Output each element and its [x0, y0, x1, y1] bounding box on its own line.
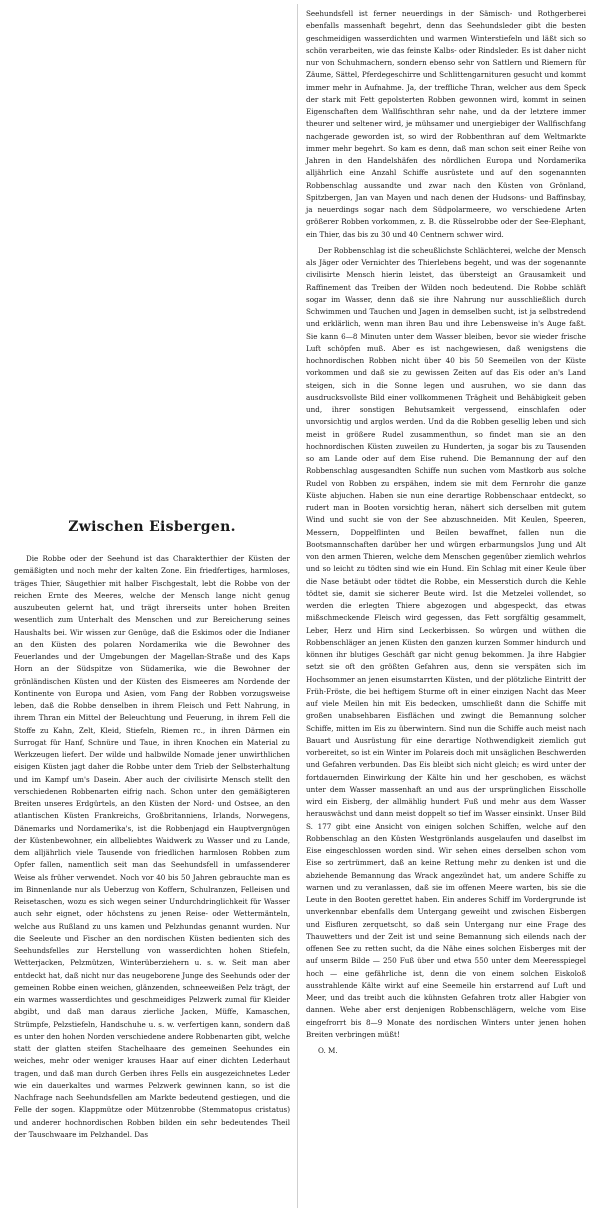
column-divider [297, 4, 298, 1208]
left-paragraph: Die Robbe oder der Seehund ist das Charakterthier der Küsten der gemäßigten und noch mehr der kalten Zone. Ein friedfertiges, harmloses, träges Thier, Säugethier mit halber Fischgestalt, lebt die Robbe von der reichen Ernte des Meeres, welche der Mensch lange nicht genug auszubeuten gelernt hat, und trägt ihrerseits unter hohen Breiten wesentlich zum Unterhalt des Menschen und zur Bereicherung seines Haushalts bei. Wir wissen zur Genüge, daß die Eskimos oder die Indianer an den Küsten des polaren Nordamerika wie die Bewohner des Feuerlandes und der Umgebungen der Magellan-Straße und des Kaps Horn an der Südspitze von Südamerika, wie die Bewohner der grönländischen Küsten und der Küsten des Eismeeres am Nordende der Kontinente von Europa und Asien, vom Fang der Robben vorzugsweise leben, daß die Robbe denselben in ihrem Fleisch und Fett Nahrung, in ihrem Thran ein Mittel der Beleuchtung und Feuerung, in ihrem Fell die Stoffe zu Kahn, Zelt, Kleid, Stiefeln, Riemen rc., in ihren Därmen ein Surrogat für Hanf, Schnüre und Taue, in ihren Knochen ein Material zu Werkzeugen liefert. Der wilde und halbwilde Nomade jener unwirthlichen eisigen Küsten jagt daher die Robbe unter dem Trieb der Selbsterhaltung und im Kampf um's Dasein. Aber auch der civilisirte Mensch stellt den verschiedenen Robbenarten eifrig nach. Schon unter den gemäßigteren Breiten unseres Erdgürtels, an den Küsten der Nord- und Ostsee, an den atlantischen Küsten Frankreichs, Großbritanniens, Irlands, Norwegens, Dänemarks und Nordamerika's, ist die Robbenjagd ein Hauptvergnügen der Küstenbewohner, ein allbeliebtes Waidwerk zu Wasser und zu Lande, dem alljährlich viele Tausende von friedlichen harmlosen Robben zum Opfer fallen, namentlich seit man das Seehundsfell in umfassenderer Weise als früher verwendet. Noch vor 40 bis 50 Jahren gebrauchte man es im Binnenlande nur als Ueberzug von Koffern, Schulranzen, Felleisen und Reisetaschen, wozu es sich wegen seiner Undurchdringlichkeit für Wasser auch sehr eignet, oder höchstens zu jenen Reise- oder Wettermänteln, welche aus Rußland zu uns kamen und Pelzhundas genannt wurden. Nur die Seeleute und Fischer an den nordischen Küsten bedienten sich des Seehundsfelles zur Herstellung von wasserdichten hohen Stiefeln, Wetterjacken, Pelzmützen, Winterüberziehern u. s. w. Seit man aber entdeckt hat, daß nicht nur das neugeborene Junge des Seehunds oder der gemeinen Robbe einen weichen, glänzenden, schneeweißen Pelz trägt, der ein warmes wasserdichtes und geschmeidiges Pelzwerk zumal für Kleider abgibt, und daß man daraus zierliche Jacken, Müffe, Kamaschen, Strümpfe, Pelzstiefeln, Handschuhe u. s. w. verfertigen kann, sondern daß es unter den hohen Norden verschiedene andere Robbenarten gibt, welche statt der glatten steifen Stachelhaare des gemeinen Seehundes ein weiches, mehr oder weniger krauses Haar auf einer dichten Lederhaut tragen, und daß man durch Gerben ihres Fells ein ausgezeichnetes Leder wie ein dauerkaltes und warmes Pelzwerk gewinnen kann, so ist die Nachfrage nach Seehundsfellen am Markte bedeutend gestiegen, und die Felle der sogen. Klappmütze oder Mützenrobbe (Stemmatopus cristatus) und anderer hochnordischen Robben bilden ein sehr bedeutendes Theil der Tauschwaare im Pelzhandel. Das [14, 554, 290, 1139]
left-body [14, 553, 290, 1141]
author-signature: O. M. [318, 1046, 338, 1055]
right-column [306, 8, 586, 1057]
right-paragraph-1: Seehundsfell ist ferner neuerdings in der Sämisch- und Rothgerberei ebenfalls massenhaft begehrt, denn das Seehundsleder gibt die besten geschmeidigen wasserdichten und warmen Winterstiefeln und läßt sich so schön verarbeiten, wie das feinste Kalbs- oder Rindsleder. Es ist daher nicht nur von Schuhmachern, sondern ebenso sehr von Sattlern und Riemern für Zäume, Sättel, Pferdegeschirre und Schlittengarnituren gesucht und kommt immer mehr in Aufnahme. Ja, der treffliche Thran, welcher aus dem Speck der stark mit Fett gepolsterten Robben gewonnen wird, kommt in seinen Eigenschaften dem Wallfischthran sehr nahe, und da der letztere immer theurer und seltener wird, je mühsamer und unergiebiger der Wallfischfang nachgerade geworden ist, so wird der Robbenthran auf dem Weltmarkte immer mehr begehrt. So kam es denn, daß man schon seit einer Reihe von Jahren in den Handelshäfen des nördlichen Europa und Nordamerika alljährlich eine Anzahl Schiffe ausrüstete und auf den sogenannten Robbenschlag aussandte und zwar nach den Küsten von Grönland, Spitzbergen, Jan van Mayen und nach denen der Hudsons- und Baffinsbay, ja neuerdings sogar nach dem Südpolarmeere, wo verschiedene Arten größerer Robben vorkommen, z. B. die Rüsselrobbe oder der See-Elephant, ein Thier, das bis zu 30 und 40 Centnern schwer wird. [306, 9, 586, 239]
article-title: Zwischen Eisbergen. [68, 519, 236, 536]
right-paragraph-2: Der Robbenschlag ist die scheußlichste Schlächterei, welche der Mensch als Jäger oder Vernichter des Thierlebens begeht, und was der sogenannte civilisirte Mensch hierin leistet, das übersteigt an Grausamkeit und Raffinement das Treiben der Wilden noch bedeutend. Die Robbe schläft sogar im Wasser, denn daß sie ihre Nahrung nur ausschließlich durch Schwimmen und Tauchen und Jagen in demselben sucht, ist ja selbstredend und erklärlich, wenn man ihren Bau und ihre Lebensweise in's Auge faßt. Sie kann 6—8 Minuten unter dem Wasser bleiben, bevor sie wieder frische Luft schöpfen muß. Aber es ist nachgewiesen, daß wenigstens die hochnordischen Robben nicht über 40 bis 50 Seemeilen von der Küste vorkommen und daß sie zu gewissen Zeiten auf das Eis oder an's Land steigen, sich in die Sonne legen und ausruhen, wo sie dann das ausdrucksvollste Bild einer vollkommenen Trägheit und Behäbigkeit geben und, ihrer sonstigen Behutsamkeit vergessend, einschlafen oder unvorsichtig und arglos werden. Und da die Robben gesellig leben und sich meist in größere Rudel zusammenthun, so findet man sie an den hochnordischen Küsten zuweilen zu Hunderten, ja sogar bis zu Tausenden so am Lande oder auf dem Eise ruhend. Die Bemannung der auf den Robbenschlag ausgesandten Schiffe nun suchen vom Mastkorb aus solche Rudel von Robben zu erspähen, indem sie mit dem Fernrohr die ganze Küste abjuchen. Haben sie nun eine derartige Robbenschaar entdeckt, so rudert man in Booten vorsichtig heran, nähert sich derselben mit gutem Wind und sucht sie von der See abzuschneiden. Mit Keulen, Speeren, Messern, Doppelflinten und Beilen bewaffnet, fallen nun die Bootsmannschaften darüber her und würgen erbarmungslos Jung und Alt von den armen Thieren, welche dem Menschen gegenüber ziemlich wehrlos und so leicht zu tödten sind wie ein Hund. Ein Schlag mit einer Keule über die Nase betäubt oder tödtet die Robbe, ein Messerstich durch die Kehle tödtet sie, damit sie sicherer Beute wird. Ist die Metzelei vollendet, so werden die erlegten Thiere abgezogen und abgespeckt, das etwas mißschmeckende Fleisch wird gegessen, das Fett sorgfältig gesammelt, Leber, Herz und Hirn sind Leckerbissen. So würgen und wüthen die Robbenschläger an jenen Küsten den ganzen kurzen Sommer hindurch und können ihr blutiges Geschäft gar nicht genug bekommen. Ja ihre Habgier setzt sie oft den größten Gefahren aus, denn sie verspäten sich im Hochsommer an jenen eisumstarrten Küsten, und der plötzliche Eintritt der Früh-Fröste, die bei heftigem Sturme oft in einer einzigen Nacht das Meer auf viele Meilen hin mit Eis bedecken, umschließt dann die Schiffe mit großen unabsehbaren Eisflächen und zwingt die Bemannung solcher Schiffe, mitten im Eis zu überwintern. Sind nun die Schiffe auch meist nach Bauart und Ausrüstung für eine derartige Nothwendigkeit ziemlich gut vorbereitet, so ist ein Winter im Polareis doch mit unsäglichen Beschwerden und Gefahren verbunden. Das Eis bleibt sich nicht gleich; es wird unter der fortdauernden Einwirkung der Kälte hin und her geschoben, es wächst unter dem Wasser massenhaft an und aus der ursprünglichen Eisscholle wird ein Eisberg, der allmählig hundert Fuß und mehr aus dem Wasser herauswächst und dann meist doppelt so tief im Wasser einsinkt. Unser Bild S. 177 gibt eine Ansicht von einigen solchen Schiffen, welche auf den Robbenschlag an den Küsten Westgrönlands ausgelaufen und daselbst im Eise eingeschlossen worden sind. Wir sehen eines derselben schon vom Eise so zertrümmert, daß an keine Rettung mehr zu denken ist und die abziehende Bemannung das Wrack angezündet hat, um andere Schiffe zu warnen und zu veranlassen, daß sie im offenen Meere warten, bis sie die Leute in den Booten gerettet haben. Ein anderes Schiff im Vordergrunde ist unverkennbar ebenfalls dem Untergang geweiht und zwischen Eisbergen und Eisfluren zerquetscht, so daß sein Untergang nur eine Frage des Thauwetters und der Zeit ist und seine Bemannung sich eilends nach der offenen See zu retten sucht, da die Nähe eines solchen Eisberges mit der auf unserm Bilde — 250 Fuß über und etwa 550 unter dem Meeresspiegel hoch — eine gefährliche ist, denn die von einem solchen Eiskoloß ausstrahlende Kälte wirkt auf eine Seemeile hin erstarrend auf Luft und Meer, und das treibt auch die kühnsten Gefahren trotz aller Habgier von dannen. Wehe aber erst denjenigen Robbenschlägern, welche vom Eise eingefrorrt bis 8—9 Monate des nordischen Winters unter jenen hohen Breiten verbringen müßt! [306, 245, 586, 1039]
